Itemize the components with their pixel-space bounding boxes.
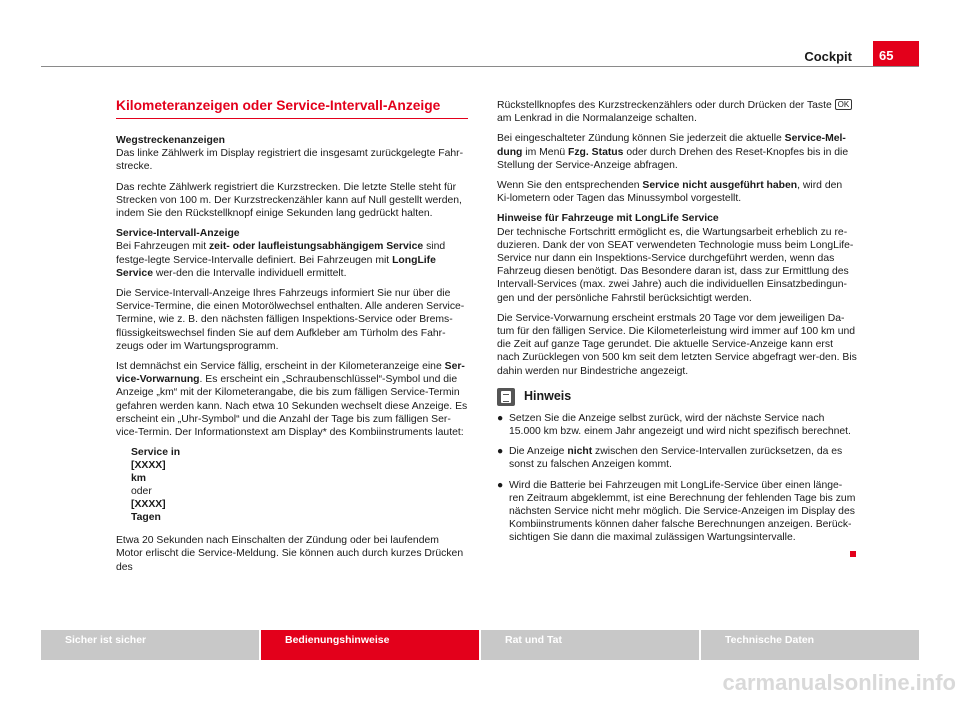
section-title: Kilometeranzeigen oder Service-Intervall-Anzeige bbox=[116, 98, 468, 119]
paragraph: Das rechte Zählwerk registriert die Kurzstrecken. Die letzte Stelle steht für Strecken von 100 m. Der Kurzstreckenzähler kann auf Null gestellt werden, indem Sie den Rückstellknopf einige Sekunden lang gedrückt halten. bbox=[116, 181, 462, 220]
hint-header bbox=[497, 388, 857, 406]
left-column bbox=[116, 98, 468, 581]
paragraph: Ist demnächst ein Service fällig, erscheint in der Kilometeranzeige eine Ser-vice-Vorwarnung. Es erscheint ein „Schraubenschlüssel“-Symbol und die Anzeige „km“ mit der Kilometerangabe, die bis zum fälligen Service-Termin gefahren werden kann. Nach etwa 10 Sekunden wechselt diese Anzeige. Es erscheint ein „Uhr-Symbol“ und die Anzahl der Tage bis zum fälligen Ser-vice-Termin. Der Informationstext am Display* des Kombiinstruments lautet: bbox=[116, 361, 468, 439]
display-message bbox=[116, 446, 468, 524]
paragraph: Bei Fahrzeugen mit zeit- oder laufleistungsabhängigem Service sind festge-legte Service-Intervalle definiert. Bei Fahrzeugen mit LongLife Service wer-den die Intervalle individuell ermittelt. bbox=[116, 241, 446, 279]
paragraph: Die Service-Intervall-Anzeige Ihres Fahrzeugs informiert Sie nur über die Service-Termine, die einen Motorölwechsel enthalten. Alle anderen Service-Termine, wie z. B. den nächsten fälligen Inspektions-Service oder Brems-flüssigkeitswechsel finden Sie auf dem Aufkleber am Türholm des Fahr-zeugs oder im Wartungsprogramm. bbox=[116, 288, 465, 352]
display-line: oder bbox=[131, 486, 152, 498]
hint-bullet: ● Die Anzeige nicht zwischen den Service-Intervallen zurücksetzen, da es sonst zu falschen Anzeigen kommt. bbox=[497, 446, 843, 471]
display-line: Service in bbox=[131, 447, 181, 459]
display-line: [XXXX] bbox=[131, 499, 166, 511]
footer-nav bbox=[41, 630, 919, 660]
display-line: [XXXX] bbox=[131, 460, 166, 472]
hint-title: Hinweis bbox=[524, 389, 572, 404]
hint-bullet: ● Wird die Batterie bei Fahrzeugen mit LongLife-Service über einen länge-ren Zeitraum abgeklemmt, ist eine Berechnung der fehlenden Tage bis zum nächsten Service nicht mehr möglich. Die Service-Anzeigen im Display des Kombiinstruments können daher falsche Berechnungen anzeigen. Berück-sichtigen Sie dann die maximal zulässigen Wartungsintervalle. bbox=[497, 479, 856, 544]
paragraph: Bei eingeschalteter Zündung können Sie jederzeit die aktuelle Service-Mel-dung im Menü Fzg. Status oder durch Drehen des Reset-Knopfes bis in die Stellung der Service-Anzeige abfragen. bbox=[497, 133, 849, 171]
display-line: Tagen bbox=[131, 512, 161, 524]
paragraph: Der technische Fortschritt ermöglicht es, die Wartungsarbeit erheblich zu re-duzieren. Dank der von SEAT verwendeten Technologie muss beim LongLife-Service nur dann ein Inspektions-Service durchgeführt werden, wenn das Fahrzeug diesen benötigt. Das Besondere daran ist, dass zur Ermittlung des Intervall-Services (max. zwei Jahre) auch die individuellen Einsatzbedingun-gen und der persönliche Fahrstil berücksichtigt werden. bbox=[497, 226, 854, 304]
end-of-section-marker bbox=[850, 551, 856, 557]
display-line: km bbox=[131, 473, 147, 485]
subheading-service-intervall: Service-Intervall-Anzeige bbox=[116, 228, 240, 240]
bullet-icon: ● bbox=[497, 412, 504, 424]
subheading-wegstrecken: Wegstreckenanzeigen bbox=[116, 135, 225, 146]
right-column bbox=[497, 99, 857, 552]
subheading-longlife: Hinweise für Fahrzeuge mit LongLife Service bbox=[497, 213, 719, 225]
ok-key-icon: OK bbox=[835, 99, 853, 110]
note-icon bbox=[497, 388, 515, 406]
paragraph: Wenn Sie den entsprechenden Service nicht ausgeführt haben, wird den Ki-lometern oder Tagen das Minussymbol vorgestellt. bbox=[497, 180, 843, 205]
watermark: carmanualsonline.info bbox=[722, 670, 956, 695]
paragraph: Rückstellknopfes des Kurzstreckenzählers oder durch Drücken der Taste OK am Lenkrad in die Normalanzeige schalten. bbox=[497, 99, 857, 125]
running-header: Cockpit bbox=[804, 49, 852, 64]
paragraph: Die Service-Vorwarnung erscheint erstmals 20 Tage vor dem jeweiligen Da-tum für den fälligen Service. Die Kilometerleistung wird immer auf 100 km und die Zeit auf ganze Tage gerundet. Die aktuelle Service-Anzeige kann erst nach Zurücklegen von 500 km seit dem letzten Service abgefragt wer-den. Bis dahin werden nur Bindestriche angezeigt. bbox=[497, 312, 857, 377]
footer-tab-rat-und-tat[interactable]: Rat und Tat bbox=[481, 630, 699, 660]
paragraph: Etwa 20 Sekunden nach Einschalten der Zündung oder bei laufendem Motor erlischt die Service-Meldung. Sie können auch durch kurzes Drücken des bbox=[116, 535, 464, 573]
page-number-badge: 65 bbox=[873, 41, 919, 67]
footer-tab-sicher[interactable]: Sicher ist sicher bbox=[41, 630, 259, 660]
hint-bullet: ● Setzen Sie die Anzeige selbst zurück, wird der nächste Service nach 15.000 km bzw. einem Jahr angezeigt und wird nicht spezifisch berechnet. bbox=[497, 412, 851, 438]
paragraph: Das linke Zählwerk im Display registriert die insgesamt zurückgelegte Fahr-strecke. bbox=[116, 148, 464, 173]
bullet-icon: ● bbox=[497, 446, 504, 458]
header-divider bbox=[41, 66, 919, 67]
bullet-icon: ● bbox=[497, 479, 504, 491]
footer-tab-bedienungshinweise[interactable]: Bedienungshinweise bbox=[261, 630, 479, 660]
footer-tab-technische-daten[interactable]: Technische Daten bbox=[701, 630, 919, 660]
